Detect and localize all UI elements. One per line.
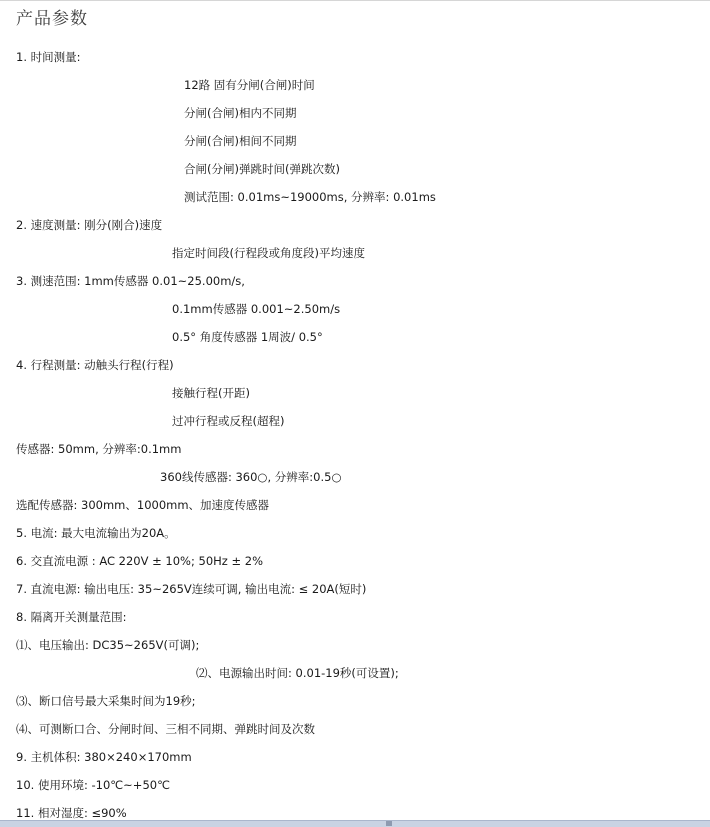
scrollbar-thumb[interactable] xyxy=(386,821,392,826)
spec-line-1: 1. 时间测量: xyxy=(16,50,81,64)
spec-line-6: 测试范围: 0.01ms~19000ms, 分辨率: 0.01ms xyxy=(184,190,436,204)
spec-line-14: 过冲行程或反程(超程) xyxy=(172,414,285,428)
spec-line-10: 0.1mm传感器 0.001~2.50m/s xyxy=(172,302,341,316)
spec-line-2: 12路 固有分闸(合闸)时间 xyxy=(184,78,315,92)
spec-line-17: 选配传感器: 300mm、1000mm、加速度传感器 xyxy=(16,498,270,512)
spec-line-5: 合闸(分闸)弹跳时间(弹跳次数) xyxy=(184,162,340,176)
spec-line-4: 分闸(合闸)相间不同期 xyxy=(184,134,297,148)
spec-line-3: 分闸(合闸)相内不同期 xyxy=(184,106,297,120)
spec-line-11: 0.5° 角度传感器 1周波/ 0.5° xyxy=(172,330,323,344)
spec-line-12: 4. 行程测量: 动触头行程(行程) xyxy=(16,358,174,372)
spec-line-24: ⑶、断口信号最大采集时间为19秒; xyxy=(16,694,196,708)
spec-line-26: 9. 主机体积: 380×240×170mm xyxy=(16,750,192,764)
spec-line-8: 指定时间段(行程段或角度段)平均速度 xyxy=(172,246,365,260)
spec-line-23: ⑵、电源输出时间: 0.01-19秒(可设置); xyxy=(196,666,399,680)
spec-line-7: 2. 速度测量: 刚分(刚合)速度 xyxy=(16,218,163,232)
spec-line-22: ⑴、电压输出: DC35~265V(可调); xyxy=(16,638,200,652)
spec-line-27: 10. 使用环境: -10℃~+50℃ xyxy=(16,778,170,792)
spec-line-19: 6. 交直流电源 : AC 220V ± 10%; 50Hz ± 2% xyxy=(16,554,264,568)
spec-line-18: 5. 电流: 最大电流输出为20A。 xyxy=(16,526,176,540)
spec-line-16: 360线传感器: 360○, 分辨率:0.5○ xyxy=(160,470,342,484)
spec-line-28: 11. 相对湿度: ≤90% xyxy=(16,806,127,820)
spec-line-9: 3. 测速范围: 1mm传感器 0.01~25.00m/s, xyxy=(16,274,245,288)
spec-line-21: 8. 隔离开关测量范围: xyxy=(16,610,127,624)
spec-line-15: 传感器: 50mm, 分辨率:0.1mm xyxy=(16,442,182,456)
top-border xyxy=(0,0,710,1)
spec-line-25: ⑷、可测断口合、分闸时间、三相不同期、弹跳时间及次数 xyxy=(16,722,315,736)
page-title: 产品参数 xyxy=(16,9,88,29)
spec-line-13: 接触行程(开距) xyxy=(172,386,250,400)
spec-line-20: 7. 直流电源: 输出电压: 35~265V连续可调, 输出电流: ≤ 20A(短时) xyxy=(16,582,367,596)
